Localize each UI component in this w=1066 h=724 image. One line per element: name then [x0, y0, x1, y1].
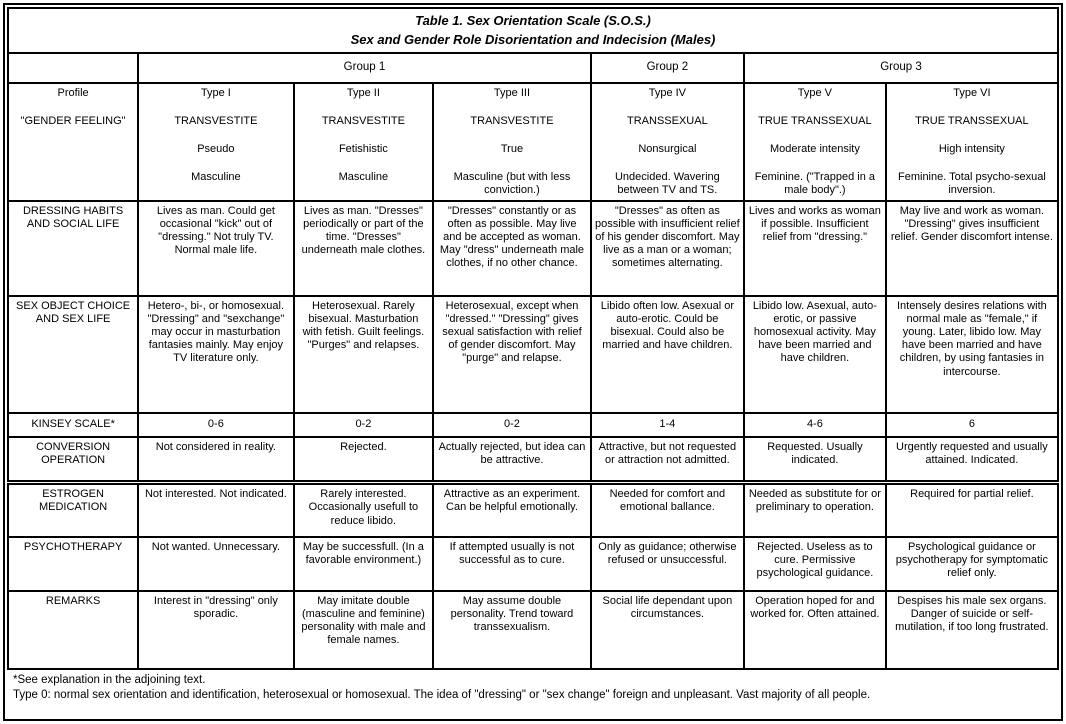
type-category: TRANSVESTITE	[470, 114, 554, 127]
type-category: TRANSVESTITE	[321, 114, 405, 127]
row-label: KINSEY SCALE*	[8, 413, 138, 437]
title-row	[8, 8, 1058, 53]
table-cell: Operation hoped for and worked for. Often attained.	[744, 591, 886, 669]
type-3-profile-cell	[433, 83, 591, 201]
type-6-profile-cell	[886, 83, 1058, 201]
type-subtype: High intensity	[938, 143, 1005, 156]
footnotes	[7, 670, 1059, 706]
table-cell: Libido low. Asexual, auto-erotic, or passive homosexual activity. May have been married and have children.	[744, 296, 886, 413]
type-4-profile-cell	[591, 83, 744, 201]
table-cell: 0-6	[138, 413, 293, 437]
table-cell: Intensely desires relations with normal male as "female," if young. Later, libido low. May have been married and have children, by using fantasies in intercourse.	[886, 296, 1058, 413]
table-cell: Requested. Usually indicated.	[744, 437, 886, 483]
row-label: PSYCHOTHERAPY	[8, 537, 138, 591]
group-2-header: Group 2	[591, 53, 744, 83]
group-1-header: Group 1	[138, 53, 591, 83]
table-cell: Rarely interested. Occasionally usefull to reduce libido.	[294, 483, 434, 537]
table-cell: Rejected. Useless as to cure. Permissive psychological guidance.	[744, 537, 886, 591]
table-cell: May be successfull. (In a favorable environment.)	[294, 537, 434, 591]
group-3-header: Group 3	[744, 53, 1058, 83]
row-label: REMARKS	[8, 591, 138, 669]
type-label: Type I	[200, 86, 231, 99]
type-category: TRUE TRANSSEXUAL	[915, 114, 1029, 127]
type-subtype: Nonsurgical	[638, 143, 697, 156]
group-header-row	[8, 53, 1058, 83]
footnote-asterisk: *See explanation in the adjoining text.	[13, 673, 206, 686]
psychotherapy-row	[8, 537, 1058, 591]
table-cell: Lives as man. "Dresses" periodically or part of the time. "Dresses" underneath male clothes.	[294, 201, 434, 296]
group-header-empty-cell	[8, 53, 138, 83]
table-cell: 0-2	[294, 413, 434, 437]
table-cell: Attractive, but not requested or attraction not admitted.	[591, 437, 744, 483]
table-cell: Only as guidance; otherwise refused or unsuccessful.	[591, 537, 744, 591]
type-subtype: Moderate intensity	[769, 143, 860, 156]
type-feeling: Feminine. ("Trapped in a male body".)	[754, 171, 876, 197]
table-cell: Needed for comfort and emotional ballance.	[591, 483, 744, 537]
type-feeling: Masculine (but with less conviction.)	[453, 171, 571, 197]
table-cell: 4-6	[744, 413, 886, 437]
estrogen-medication-row	[8, 483, 1058, 537]
table-cell: "Dresses" constantly or as often as possible. May live and be accepted as woman. May "dress" underneath male clothes, if no other chance.	[433, 201, 591, 296]
gender-feeling-label: "GENDER FEELING"	[20, 114, 126, 127]
table-cell: Despises his male sex organs. Danger of suicide or self-mutilation, if too long frustrated.	[886, 591, 1058, 669]
remarks-row	[8, 591, 1058, 669]
type-label: Type V	[797, 86, 833, 99]
type-category: TRANSSEXUAL	[627, 114, 708, 127]
row-label: DRESSING HABITS AND SOCIAL LIFE	[8, 201, 138, 296]
type-subtype: Pseudo	[197, 143, 235, 156]
type-label: Type II	[346, 86, 380, 99]
row-label: SEX OBJECT CHOICE AND SEX LIFE	[8, 296, 138, 413]
table-cell: 1-4	[591, 413, 744, 437]
type-category: TRUE TRANSSEXUAL	[758, 114, 872, 127]
table-cell: "Dresses" as often as possible with insufficient relief of his gender discomfort. May live as a man or a woman; sometimes alternating.	[591, 201, 744, 296]
table-cell: If attempted usually is not successful as to cure.	[433, 537, 591, 591]
type-category: TRANSVESTITE	[174, 114, 258, 127]
table-cell: May assume double personality. Trend toward transsexualism.	[433, 591, 591, 669]
table-cell: May imitate double (masculine and feminine) personality with male and female names.	[294, 591, 434, 669]
table-cell: Urgently requested and usually attained. Indicated.	[886, 437, 1058, 483]
sex-object-row	[8, 296, 1058, 413]
type-label: Type III	[493, 86, 530, 99]
type-feeling: Masculine	[338, 171, 389, 184]
table-frame	[3, 3, 1063, 721]
table-cell: Attractive as an experiment. Can be helpful emotionally.	[433, 483, 591, 537]
row-label: CONVERSION OPERATION	[8, 437, 138, 483]
table-cell: 6	[886, 413, 1058, 437]
kinsey-scale-row	[8, 413, 1058, 437]
table-cell: 0-2	[433, 413, 591, 437]
type-subtype: Fetishistic	[338, 143, 388, 156]
type-subtype: True	[500, 143, 524, 156]
table-cell: Psychological guidance or psychotherapy for symptomatic relief only.	[886, 537, 1058, 591]
dressing-habits-row	[8, 201, 1058, 296]
type-feeling: Masculine	[191, 171, 241, 184]
table-cell: Rejected.	[294, 437, 434, 483]
profile-row	[8, 83, 1058, 201]
table-cell: Not wanted. Unnecessary.	[138, 537, 293, 591]
type-1-profile-cell	[138, 83, 293, 201]
type-label: Type IV	[648, 86, 687, 99]
table-cell: Actually rejected, but idea can be attractive.	[433, 437, 591, 483]
table-cell: Required for partial relief.	[886, 483, 1058, 537]
conversion-operation-row	[8, 437, 1058, 483]
table-cell: Not interested. Not indicated.	[138, 483, 293, 537]
table-cell: Needed as substitute for or preliminary to operation.	[744, 483, 886, 537]
type-label: Type VI	[953, 86, 991, 99]
table-cell: Heterosexual, except when "dressed." "Dressing" gives sexual satisfaction with relief of gender discomfort. May "purge" and relapse.	[433, 296, 591, 413]
table-cell: Interest in "dressing" only sporadic.	[138, 591, 293, 669]
table-cell: May live and work as woman. "Dressing" gives insufficient relief. Gender discomfort intense.	[886, 201, 1058, 296]
table-title	[8, 8, 1058, 53]
type-feeling: Feminine. Total psycho-sexual inversion.	[898, 171, 1046, 197]
table-cell: Social life dependant upon circumstances.	[591, 591, 744, 669]
table-cell: Libido often low. Asexual or auto-erotic. Could be bisexual. Could also be married and have children.	[591, 296, 744, 413]
sos-table	[7, 7, 1059, 670]
type-5-profile-cell	[744, 83, 886, 201]
profile-label: Profile	[57, 86, 89, 99]
row-label: ESTROGEN MEDICATION	[8, 483, 138, 537]
table-title-line1: Table 1. Sex Orientation Scale (S.O.S.)	[415, 13, 651, 28]
table-cell: Lives as man. Could get occasional "kick" out of "dressing." Not truly TV. Normal male life.	[138, 201, 293, 296]
table-title-line2: Sex and Gender Role Disorientation and Indecision (Males)	[350, 31, 716, 47]
type-2-profile-cell	[294, 83, 434, 201]
table-cell: Hetero-, bi-, or homosexual. "Dressing" and "sexchange" may occur in masturbation fantasies mainly. May enjoy TV literature only.	[138, 296, 293, 413]
table-cell: Heterosexual. Rarely bisexual. Masturbation with fetish. Guilt feelings. "Purges" and relapses.	[294, 296, 434, 413]
profile-row-label	[8, 83, 138, 201]
type-feeling: Undecided. Wavering between TV and TS.	[614, 171, 720, 197]
table-cell: Lives and works as woman if possible. Insufficient relief from "dressing."	[744, 201, 886, 296]
table-cell: Not considered in reality.	[138, 437, 293, 483]
footnote-type0: Type 0: normal sex orientation and identification, heterosexual or homosexual. The idea of "dressing" or "sex change" foreign and unpleasant. Vast majority of all people.	[13, 689, 871, 702]
